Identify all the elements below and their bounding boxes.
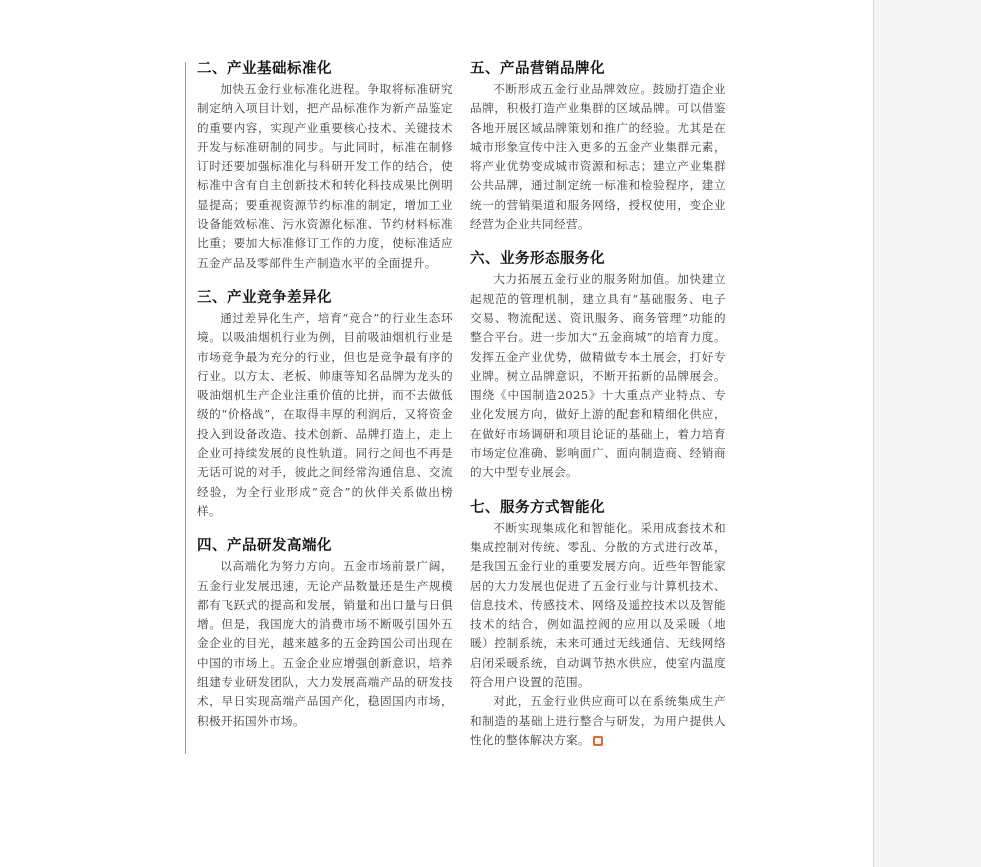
article-end-mark-icon bbox=[593, 736, 603, 746]
section-paragraph: 加快五金行业标准化进程。争取将标准研究制定纳入项目计划，把产品标准作为新产品鉴定的重要内容，实现产业重要核心技术、关键技术开发与标准研制的同步。与此同时，标准在制修订时还要加强标准化与科研开发工作的结合，使标准中含有自主创新技术和转化科技成果比例明显提高；要重视资源节约标准的制定，增加工业设备能效标准、污水资源化标准、节约材料标准比重；要加大标准修订工作的力度，使标准适应五金产品及零部件生产制造水平的全面提升。 bbox=[197, 82, 453, 270]
section-heading: 三、产业竞争差异化 bbox=[197, 289, 332, 306]
section-paragraph-closing bbox=[470, 692, 726, 750]
section-heading: 七、服务方式智能化 bbox=[470, 499, 605, 516]
section-heading: 二、产业基础标准化 bbox=[197, 61, 332, 77]
section-heading: 六、业务形态服务化 bbox=[470, 251, 605, 268]
section-7 bbox=[470, 497, 726, 751]
section-3 bbox=[197, 287, 453, 521]
section-paragraph: 通过差异化生产，培育“竞合”的行业生态环境。以吸油烟机行业为例，目前吸油烟机行业是市场竞争最为充分的行业，但也是竞争最有序的行业。以方太、老板、帅康等知名品牌为龙头的吸油烟机生产企业注重价值的比拼，而不去做低级的“价格战”，在取得丰厚的利润后，又将资金投入到设备改造、技术创新、品牌打造上，走上企业可持续发展的良性轨道。同行之间也不再是无话可说的对手，彼此之间经常沟通信息、交流经验，为全行业形成“竞合”的伙伴关系做出榜样。 bbox=[197, 310, 453, 518]
section-paragraph: 大力拓展五金行业的服务附加值。加快建立起规范的管理机制，建立具有“基础服务、电子交易、物流配送、资讯服务、商务管理”功能的整合平台。进一步加大“五金商城”的培育力度。发挥五金产业优势，做精做专本土展会，打好专业牌。树立品牌意识，不断开拓新的品牌展会。围绕《中国制造2025》十大重点产业特点、专业化发展方向，做好上游的配套和精细化供应，在做好市场调研和项目论证的基础上，着力培育市场定位准确、影响面广、面向制造商、经销商的大中型专业展会。 bbox=[470, 272, 726, 480]
section-2 bbox=[197, 58, 453, 273]
side-panel bbox=[873, 0, 981, 867]
section-paragraph: 不断实现集成化和智能化。采用成套技术和集成控制对传统、零乱、分散的方式进行改革，是我国五金行业的重要发展方向。近些年智能家居的大力发展也促进了五金行业与计算机技术、信息技术、传感技术、网络及遥控技术以及智能技术的结合，例如温控阀的应用以及采暖（地暖）控制系统，未来可通过无线通信、无线网络启闭采暖系统，自动调节热水供应，使室内温度符合用户设置的范围。 bbox=[470, 520, 726, 690]
section-4 bbox=[197, 535, 453, 731]
margin-rule bbox=[185, 62, 186, 754]
section-heading: 五、产品营销品牌化 bbox=[470, 61, 605, 77]
section-paragraph: 以高端化为努力方向。五金市场前景广阔，五金行业发展迅速，无论产品数量还是生产规模都有飞跃式的提高和发展，销量和出口量与日俱增。但是，我国庞大的消费市场不断吸引国外五金企业的目光，越来越多的五金跨国公司出现在中国的市场上。五金企业应增强创新意识，培养组建专业研发团队，大力发展高端产品的研发技术，早日实现高端产品国产化，稳固国内市场，积极开拓国外市场。 bbox=[197, 559, 453, 728]
section-6 bbox=[470, 248, 726, 482]
section-5 bbox=[470, 58, 726, 234]
right-column bbox=[470, 58, 726, 764]
section-paragraph: 不断形成五金行业品牌效应。鼓励打造企业品牌，积极打造产业集群的区域品牌。可以借鉴各地开展区域品牌策划和推广的经验。尤其是在城市形象宣传中注入更多的五金产业集群元素，将产业优势变成城市资源和标志；建立产业集群公共品牌，通过制定统一标准和检验程序，建立统一的营销渠道和服务网络，授权使用，变企业经营为企业共同经营。 bbox=[470, 82, 726, 232]
section-heading: 四、产品研发高端化 bbox=[197, 538, 332, 555]
closing-text: 对此，五金行业供应商可以在系统集成生产和制造的基础上进行整合与研发，为用户提供人性化的整体解决方案。 bbox=[470, 694, 726, 747]
left-column bbox=[197, 58, 453, 745]
